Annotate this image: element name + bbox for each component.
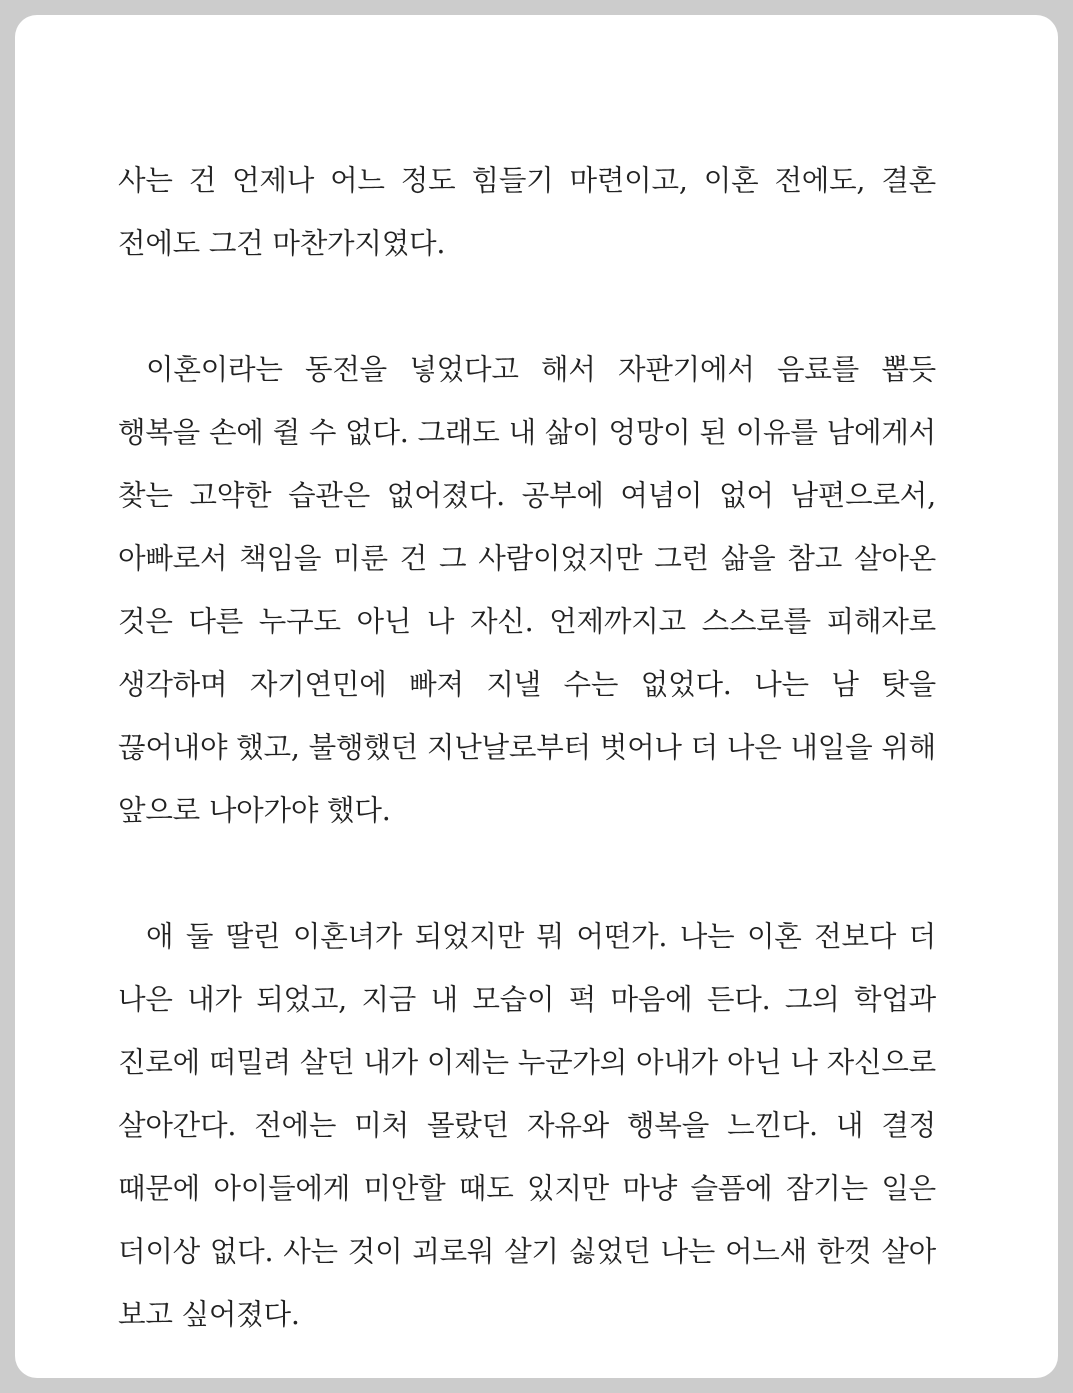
paragraph-1: 사는 건 언제나 어느 정도 힘들기 마련이고, 이혼 전에도, 결혼 전에도 그건 마찬가지였다. <box>118 164 936 260</box>
paragraph-3: 애 둘 딸린 이혼녀가 되었지만 뭐 어떤가. 나는 이혼 전보다 더 나은 내가 되었고, 지금 내 모습이 퍽 마음에 든다. 그의 학업과 진로에 떠밀려 살던 내가 이제는 누군가의 아내가 아닌 나 자신으로 살아간다. 전에는 미처 몰랐던 자유와 행복을 느낀다. 내 결정 때문에 아이들에게 미안할 때도 있지만 마냥 슬픔에 잠기는 일은 더이상 없다. 사는 것이 괴로워 살기 싫었던 나는 어느새 한껏 살아 보고 싶어졌다. <box>118 920 936 1331</box>
paragraph-2: 이혼이라는 동전을 넣었다고 해서 자판기에서 음료를 뽑듯 행복을 손에 쥘 수 없다. 그래도 내 삶이 엉망이 된 이유를 남에게서 찾는 고약한 습관은 없어졌다. 공부에 여념이 없어 남편으로서, 아빠로서 책임을 미룬 건 그 사람이었지만 그런 삶을 참고 살아온 것은 다른 누구도 아닌 나 자신. 언제까지고 스스로를 피해자로 생각하며 자기연민에 빠져 지낼 수는 없었다. 나는 남 탓을 끊어내야 했고, 불행했던 지난날로부터 벗어나 더 나은 내일을 위해 앞으로 나아가야 했다. <box>118 353 936 827</box>
body-text <box>118 149 936 1346</box>
